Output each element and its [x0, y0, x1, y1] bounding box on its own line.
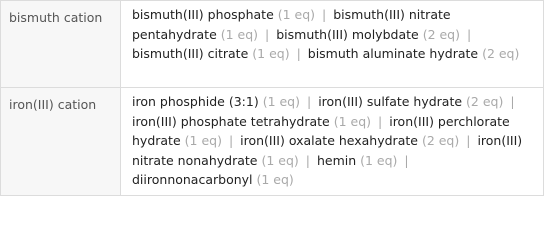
equivalents: (2 eq): [482, 46, 520, 61]
compound-name: bismuth(III) nitrate pentahydrate: [132, 7, 451, 42]
equivalents: (1 eq): [277, 7, 316, 22]
compound-name: bismuth(III) citrate: [132, 46, 249, 61]
compound-name: bismuth(III) phosphate: [132, 7, 274, 22]
compound-name: bismuth aluminate hydrate: [307, 46, 479, 61]
table-row: [1, 88, 544, 196]
row-label: bismuth cation: [9, 10, 103, 25]
compound-name: bismuth(III) molybdate: [276, 26, 419, 42]
equivalents: (2 eq): [422, 26, 460, 42]
separator: |: [296, 46, 301, 61]
separator: |: [306, 94, 312, 109]
row-values-cell: [121, 88, 544, 196]
equivalents: (1 eq): [333, 113, 372, 129]
row-label-cell: [1, 88, 121, 196]
compound-name: iron(III) oxalate hexahydrate: [240, 133, 418, 148]
equivalents: (1 eq): [220, 26, 259, 42]
separator: |: [510, 94, 515, 109]
separator: |: [466, 26, 472, 42]
equivalents: (1 eq): [184, 133, 222, 148]
separator: |: [378, 113, 383, 129]
table-row: [1, 1, 544, 88]
equivalents: (2 eq): [421, 133, 460, 148]
separator: |: [305, 152, 310, 168]
separator: |: [404, 152, 409, 168]
separator: |: [322, 7, 327, 22]
row-values-cell: [121, 1, 544, 88]
equivalents: (1 eq): [262, 94, 300, 109]
compound-name: hemin: [316, 152, 357, 168]
row-label-cell: [1, 1, 121, 88]
compound-list: [121, 1, 543, 68]
row-label: iron(III) cation: [9, 97, 97, 112]
compound-list: [121, 88, 543, 194]
equivalents: (1 eq): [261, 152, 299, 168]
equivalents: (2 eq): [466, 94, 504, 109]
compound-name: iron(III) perchlorate hydrate: [132, 113, 510, 148]
separator: |: [265, 26, 270, 42]
separator: |: [228, 133, 234, 148]
compound-name: iron(III) sulfate hydrate: [318, 94, 463, 109]
compound-name: iron(III) nitrate nonahydrate: [132, 133, 523, 168]
equivalents: (1 eq): [256, 172, 294, 187]
equivalents: (1 eq): [360, 152, 398, 168]
equivalents: (1 eq): [252, 46, 290, 61]
compound-name: iron(III) phosphate tetrahydrate: [132, 113, 330, 129]
compound-name: iron phosphide (3:1): [132, 94, 259, 109]
compound-name: diironnonacarbonyl: [132, 172, 253, 187]
separator: |: [466, 133, 471, 148]
